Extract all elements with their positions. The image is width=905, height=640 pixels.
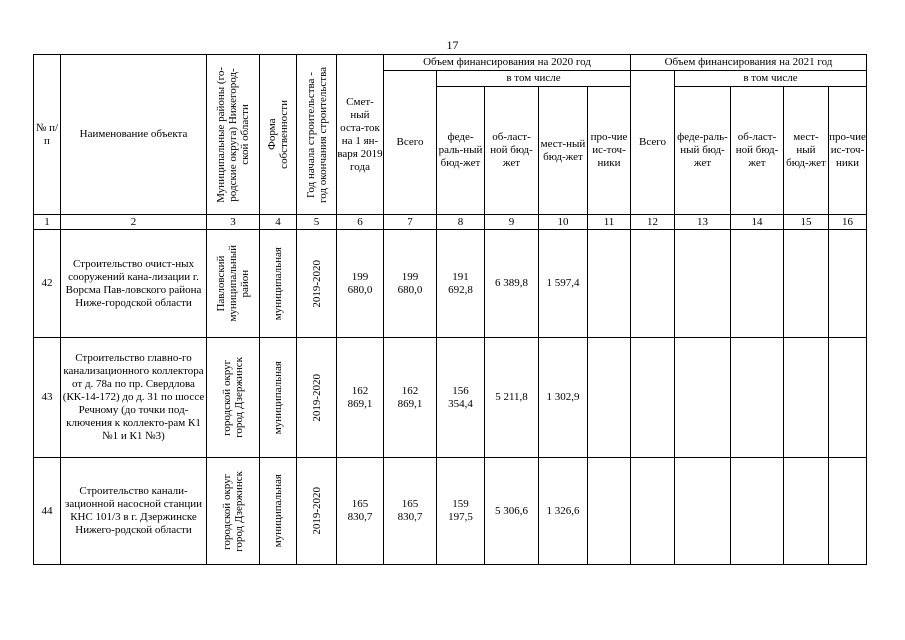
page-number: 17: [446, 38, 459, 52]
col-number: 12: [631, 215, 675, 230]
federal-2021-header: феде-раль-ный бюд-жет: [675, 87, 731, 215]
regional-2020-cell: 5 211,8: [485, 338, 539, 458]
col-estimate-header: Смет-ный оста-ток на 1 ян-варя 2019 года: [337, 55, 384, 215]
local-2021-cell: [784, 338, 829, 458]
total-2021-header: Всего: [631, 71, 675, 215]
row-num: 44: [34, 458, 61, 565]
header-row-1: [34, 55, 867, 71]
row-num: 42: [34, 230, 61, 338]
local-2021-header: мест-ный бюд-жет: [784, 87, 829, 215]
other-2020-cell: [588, 338, 631, 458]
total-2020-cell: 199 680,0: [384, 230, 437, 338]
regional-2020-cell: 6 389,8: [485, 230, 539, 338]
ownership-cell: муниципальная: [260, 458, 297, 565]
col-number: 4: [260, 215, 297, 230]
col-number: 15: [784, 215, 829, 230]
row-num: 43: [34, 338, 61, 458]
regional-2021-cell: [731, 338, 784, 458]
regional-2020-header: об-ласт-ной бюд-жет: [485, 87, 539, 215]
col-number: 10: [539, 215, 588, 230]
financing-table: [33, 54, 867, 565]
total-2020-cell: 165 830,7: [384, 458, 437, 565]
regional-2020-cell: 5 306,6: [485, 458, 539, 565]
col-number: 7: [384, 215, 437, 230]
total-2021-cell: [631, 338, 675, 458]
other-2021-cell: [829, 338, 867, 458]
estimate-cell: 165 830,7: [337, 458, 384, 565]
district-cell: городской округ город Дзержинск: [207, 458, 260, 565]
col-number: 3: [207, 215, 260, 230]
other-2021-cell: [829, 458, 867, 565]
years-cell: 2019-2020: [297, 230, 337, 338]
federal-2020-header: феде-раль-ный бюд-жет: [437, 87, 485, 215]
local-2021-cell: [784, 458, 829, 565]
federal-2021-cell: [675, 338, 731, 458]
federal-2020-cell: 159 197,5: [437, 458, 485, 565]
table-row: [34, 458, 867, 565]
table-row: [34, 338, 867, 458]
local-2020-cell: 1 326,6: [539, 458, 588, 565]
col-number: 14: [731, 215, 784, 230]
col-number: 6: [337, 215, 384, 230]
fin-2021-header: Объем финансирования на 2021 год: [631, 55, 867, 71]
other-2020-header: про-чие ис-точ-ники: [588, 87, 631, 215]
total-2020-cell: 162 869,1: [384, 338, 437, 458]
other-2021-cell: [829, 230, 867, 338]
col-number: 13: [675, 215, 731, 230]
other-2020-cell: [588, 458, 631, 565]
object-name: Строительство очист-ных сооружений кана-лизации г. Ворсма Пав-ловского района Ниже-городской области: [61, 230, 207, 338]
col-district-header: Муниципальные районы (го- родские округа) Нижегород- ской области: [207, 55, 260, 215]
col-number: 9: [485, 215, 539, 230]
federal-2021-cell: [675, 458, 731, 565]
total-2020-header: Всего: [384, 71, 437, 215]
col-years-header: Год начала строительства - год окончания строительства: [297, 55, 337, 215]
col-number: 5: [297, 215, 337, 230]
ownership-cell: муниципальная: [260, 230, 297, 338]
other-2021-header: про-чие ис-точ-ники: [829, 87, 867, 215]
federal-2021-cell: [675, 230, 731, 338]
estimate-cell: 162 869,1: [337, 338, 384, 458]
col-ownership-header: Форма собственности: [260, 55, 297, 215]
regional-2021-cell: [731, 458, 784, 565]
col-number: 11: [588, 215, 631, 230]
estimate-cell: 199 680,0: [337, 230, 384, 338]
regional-2021-header: об-ласт-ной бюд-жет: [731, 87, 784, 215]
col-number: 1: [34, 215, 61, 230]
local-2020-cell: 1 302,9: [539, 338, 588, 458]
district-cell: городской округ город Дзержинск: [207, 338, 260, 458]
ownership-cell: муниципальная: [260, 338, 297, 458]
col-number: 8: [437, 215, 485, 230]
local-2021-cell: [784, 230, 829, 338]
including-2020-header: в том числе: [437, 71, 631, 87]
federal-2020-cell: 191 692,8: [437, 230, 485, 338]
total-2021-cell: [631, 230, 675, 338]
col-number: 2: [61, 215, 207, 230]
column-number-row: [34, 215, 867, 230]
other-2020-cell: [588, 230, 631, 338]
object-name: Строительство канали-зационной насосной станции КНС 101/3 в г. Дзержинске Нижего-родской области: [61, 458, 207, 565]
col-num-header: № п/ п: [34, 55, 61, 215]
years-cell: 2019-2020: [297, 458, 337, 565]
local-2020-cell: 1 597,4: [539, 230, 588, 338]
including-2021-header: в том числе: [675, 71, 867, 87]
federal-2020-cell: 156 354,4: [437, 338, 485, 458]
col-number: 16: [829, 215, 867, 230]
district-cell: Павловский муниципальный район: [207, 230, 260, 338]
fin-2020-header: Объем финансирования на 2020 год: [384, 55, 631, 71]
col-name-header: Наименование объекта: [61, 55, 207, 215]
total-2021-cell: [631, 458, 675, 565]
regional-2021-cell: [731, 230, 784, 338]
table-row: [34, 230, 867, 338]
local-2020-header: мест-ный бюд-жет: [539, 87, 588, 215]
years-cell: 2019-2020: [297, 338, 337, 458]
object-name: Строительство главно-го канализационного коллектора от д. 78а по пр. Свердлова (КК-14-172) до д. 31 по шоссе Речному (до точки под-ключения к коллекто-рам К1 №1 и К1 №3): [61, 338, 207, 458]
